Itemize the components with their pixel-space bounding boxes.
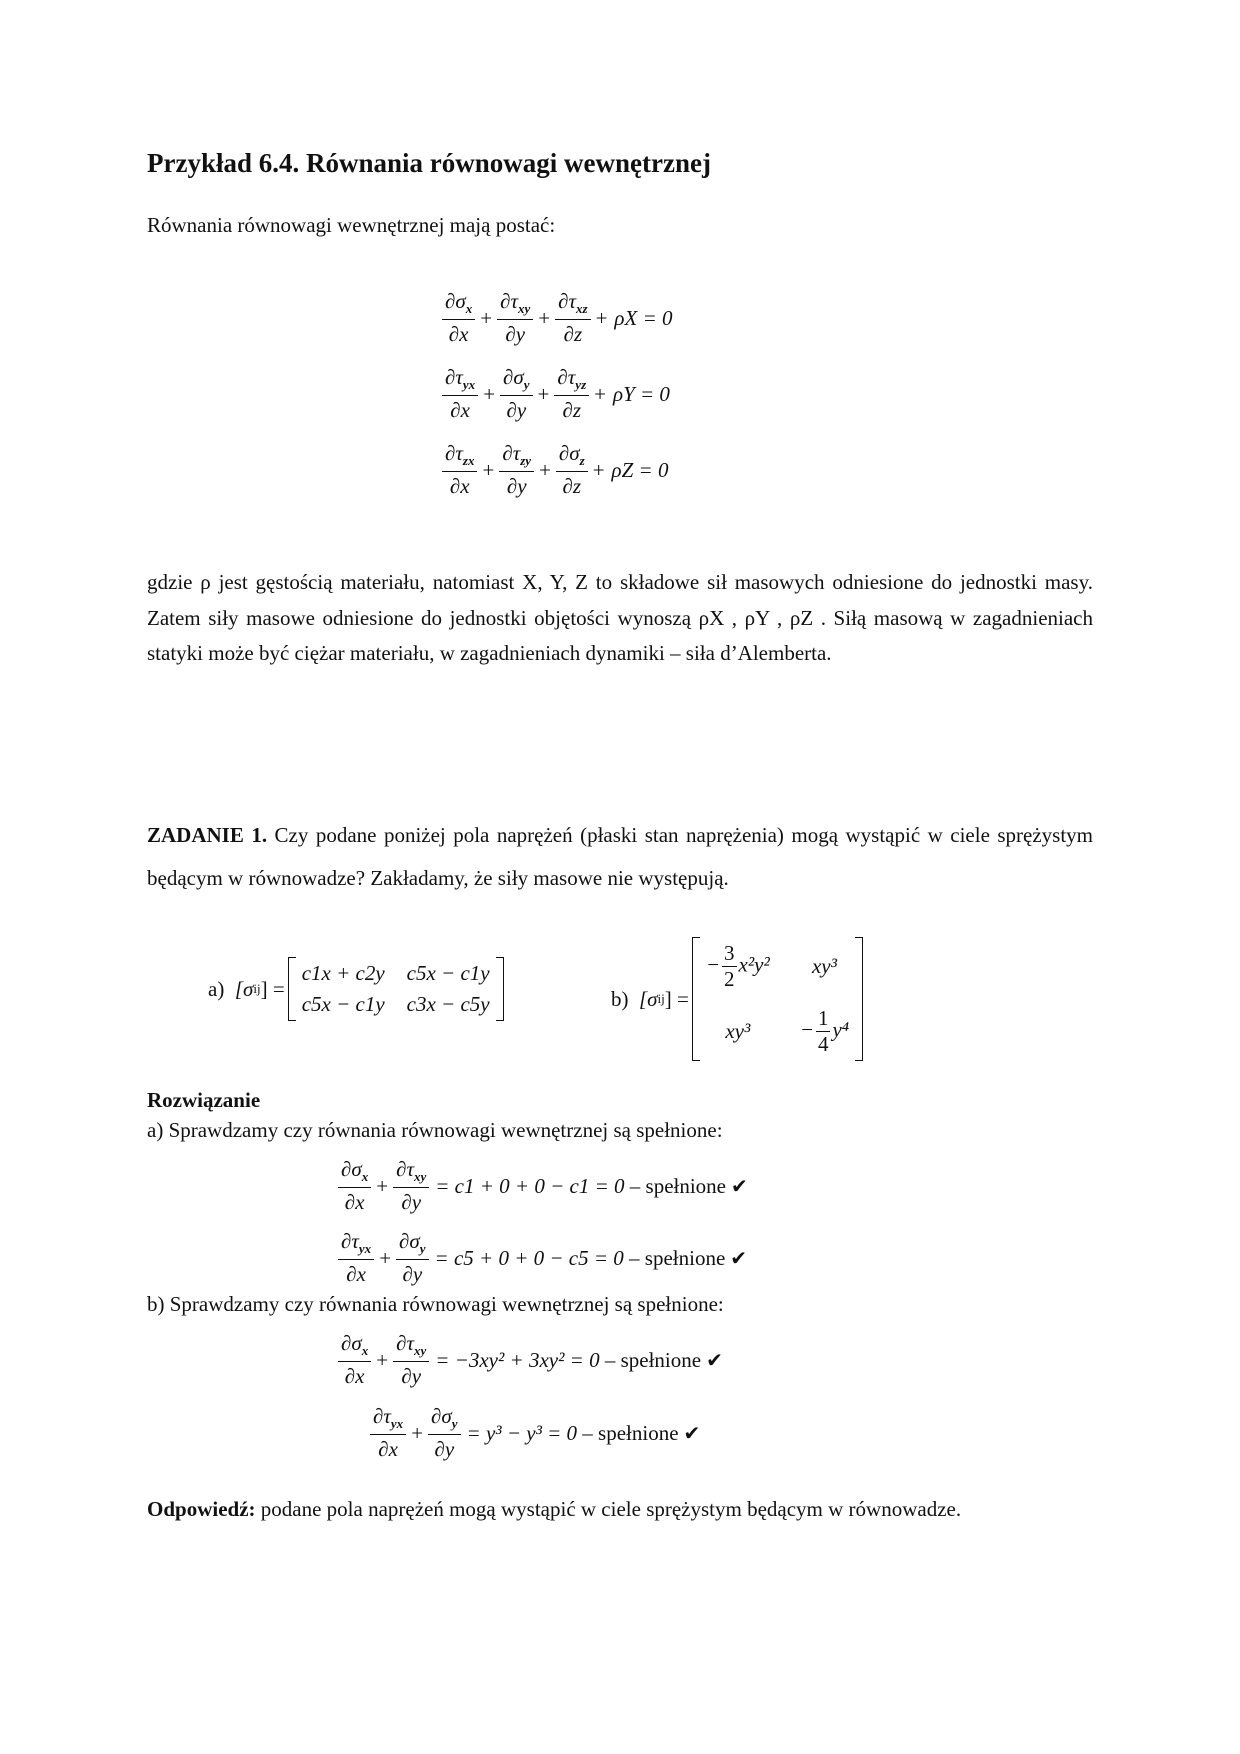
task-label: ZADANIE 1.: [147, 823, 268, 847]
matrix-b: b) [σ ij ] = − $\frac{3}{2}$ x²y² xy³ xy³ − $\frac{1}{4}$ y⁴: [611, 937, 863, 1061]
solution-b-eq2: $\frac{\partial\tau_{yx}}{\partial x}$ + $\frac{\partial\sigma_y}{\partial y}$ = y³ − y³ = 0 – spełnione ✔: [368, 1404, 700, 1462]
answer-text: podane pola naprężeń mogą wystąpić w ciele sprężystym będącym w równowadze.: [260, 1497, 962, 1521]
matrix-a: a) [σ ij ] = c1x + c2y c5x − c1y c5x − c1y c3x − c5y: [208, 957, 504, 1021]
page-title: Przykład 6.4. Równania równowagi wewnętrznej: [147, 148, 711, 178]
answer-paragraph: [147, 1495, 1093, 1524]
task-paragraph: [147, 814, 1093, 900]
solution-b-intro: b) Sprawdzamy czy równania równowagi wewnętrznej są spełnione:: [147, 1292, 724, 1316]
solution-b-eq1: $\frac{\partial\sigma_x}{\partial x}$ + $\frac{\partial\tau_{xy}}{\partial y}$ = −3xy² + 3xy² = 0 – spełnione ✔: [336, 1331, 723, 1389]
task-text: Czy podane poniżej pola naprężeń (płaski stan naprężenia) mogą wystąpić w ciele sprężystym będącym w równowadze? Zakładamy, że siły masowe nie występują.: [147, 823, 1093, 890]
check-icon: ✔: [683, 1421, 701, 1445]
description-paragraph: gdzie ρ jest gęstością materiału, natomiast X, Y, Z to składowe sił masowych odniesione do jednostki masy. Zatem siły masowe odniesione do jednostki objętości wynoszą ρX , ρY , ρZ . Siłą masową w zagadnieniach statyki może być ciężar materiału, w zagadnieniach dynamiki – siła d’Alemberta.: [147, 570, 1093, 665]
check-icon: ✔: [706, 1348, 723, 1372]
equilibrium-eq-z: $\frac{\partial\tau_{zx}}{\partial x}$ + $\frac{\partial\tau_{zy}}{\partial y}$ + $\frac{\partial\sigma_z}{\partial z}$ + ρZ = 0: [440, 441, 668, 499]
solution-a-intro: a) Sprawdzamy czy równania równowagi wewnętrznej są spełnione:: [147, 1118, 723, 1142]
solution-a-eq1: $\frac{\partial\sigma_x}{\partial x}$ + $\frac{\partial\tau_{xy}}{\partial y}$ = c1 + 0 + 0 − c1 = 0 – spełnione ✔: [336, 1157, 748, 1215]
check-icon: ✔: [731, 1174, 748, 1198]
solution-a-eq2: $\frac{\partial\tau_{yx}}{\partial x}$ + $\frac{\partial\sigma_y}{\partial y}$ = c5 + 0 + 0 − c5 = 0 – spełnione ✔: [336, 1229, 747, 1287]
equilibrium-eq-x: $\frac{\partial\sigma_x}{\partial x}$ + $\frac{\partial\tau_{xy}}{\partial y}$ + $\frac{\partial\tau_{xz}}{\partial z}$ + ρX = 0: [440, 289, 673, 347]
answer-label: Odpowiedź:: [147, 1497, 256, 1521]
equilibrium-eq-y: $\frac{\partial\tau_{yx}}{\partial x}$ + $\frac{\partial\sigma_y}{\partial y}$ + $\frac{\partial\tau_{yz}}{\partial z}$ + ρY = 0: [440, 365, 670, 423]
solution-heading: Rozwiązanie: [147, 1088, 261, 1112]
intro-text: Równania równowagi wewnętrznej mają postać:: [147, 213, 556, 237]
check-icon: ✔: [730, 1246, 748, 1270]
